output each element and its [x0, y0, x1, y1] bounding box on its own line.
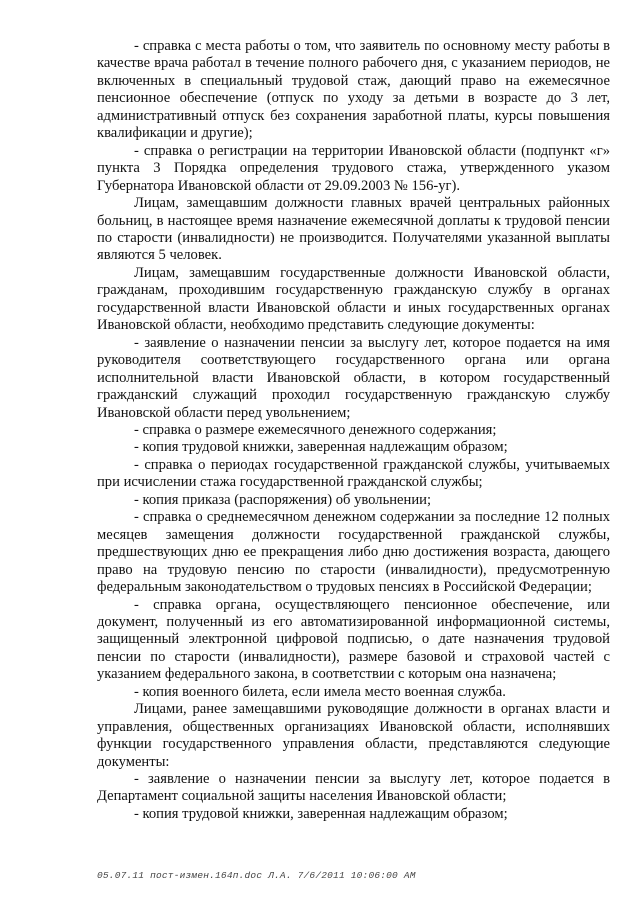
paragraph-application-department: - заявление о назначении пенсии за выслугу лет, которое подается в Департамент социальной защиты населения Ивановской области; [97, 771, 610, 805]
paragraph-work-certificate: - справка с места работы о том, что заявитель по основному месту работы в качестве врача работал в течение полного рабочего дня, с указанием периодов, не включенных в специальный трудовой стаж, дающий право на ежемесячное пенсионное обеспечение (отпуск по уходу за детьми в возрасте до 3 лет, административный отпуск без сохранения заработной платы, курсы повышения квалификации и другие); [97, 38, 610, 142]
paragraph-salary-certificate: - справка о размере ежемесячного денежного содержания; [134, 421, 497, 438]
paragraph-former-managers-intro: Лицами, ранее замещавшими руководящие должности в органах власти и управления, общественных организациях Ивановской области, исполнявших функции государственного управления области, представляются следующие документы: [97, 701, 610, 770]
paragraph-chief-doctors: Лицам, замещавшим должности главных врачей центральных районных больниц, в настоящее время назначение ежемесячной доплаты к трудовой пенсии по старости (инвалидности) не производится. Получателями указанной выплаты являются 5 человек. [97, 195, 610, 264]
paragraph-military-id: - копия военного билета, если имела место военная служба. [134, 683, 506, 700]
paragraph-civil-servants-intro: Лицам, замещавшим государственные должности Ивановской области, гражданам, проходившим государственную гражданскую службу в органах государственной власти Ивановской области и иных государственных органах Ивановской области, необходимо представить следующие документы: [97, 264, 610, 334]
document-page [97, 38, 610, 823]
paragraph-labor-book-copy: - копия трудовой книжки, заверенная надлежащим образом; [134, 439, 508, 456]
paragraph-pension-authority: - справка органа, осуществляющего пенсионное обеспечение, или документ, полученный из его автоматизированной информационной системы, защищенный электронной цифровой подписью, о дате назначения трудовой пенсии по старости (инвалидности), размере базовой и страховой частей с указанием федерального закона, в соответствии с которым она назначена; [97, 596, 610, 683]
paragraph-registration-certificate: - справка о регистрации на территории Ивановской области (подпункт «г» пункта 3 Порядка определения трудового стажа, утвержденного указом Губернатора Ивановской области от 29.09.2003 № 156-уг). [97, 142, 610, 194]
paragraph-pension-application: - заявление о назначении пенсии за выслугу лет, которое подается на имя руководителя соответствующего государственного органа или органа исполнительной власти Ивановской области, в котором государственный гражданский служащий проходил государственную гражданскую службу Ивановской области перед увольнением; [97, 334, 610, 421]
paragraph-labor-book-copy-2: - копия трудовой книжки, заверенная надлежащим образом; [134, 805, 508, 822]
paragraph-service-periods: - справка о периодах государственной гражданской службы, учитываемых при исчислении стажа государственной гражданской службы; [97, 456, 610, 491]
document-footer: 05.07.11 пост-измен.164п.doc Л.А. 7/6/2011 10:06:00 AM [97, 870, 416, 881]
paragraph-dismissal-order: - копия приказа (распоряжения) об увольнении; [134, 491, 431, 508]
paragraph-average-salary: - справка о среднемесячном денежном содержании за последние 12 полных месяцев замещения должности государственной гражданской службы, предшествующих дню ее прекращения либо дню достижения возраста, дающего право на трудовую пенсию по старости (инвалидности), предусмотренную федеральным законодательством о трудовых пенсиях в Российской Федерации; [97, 509, 610, 596]
